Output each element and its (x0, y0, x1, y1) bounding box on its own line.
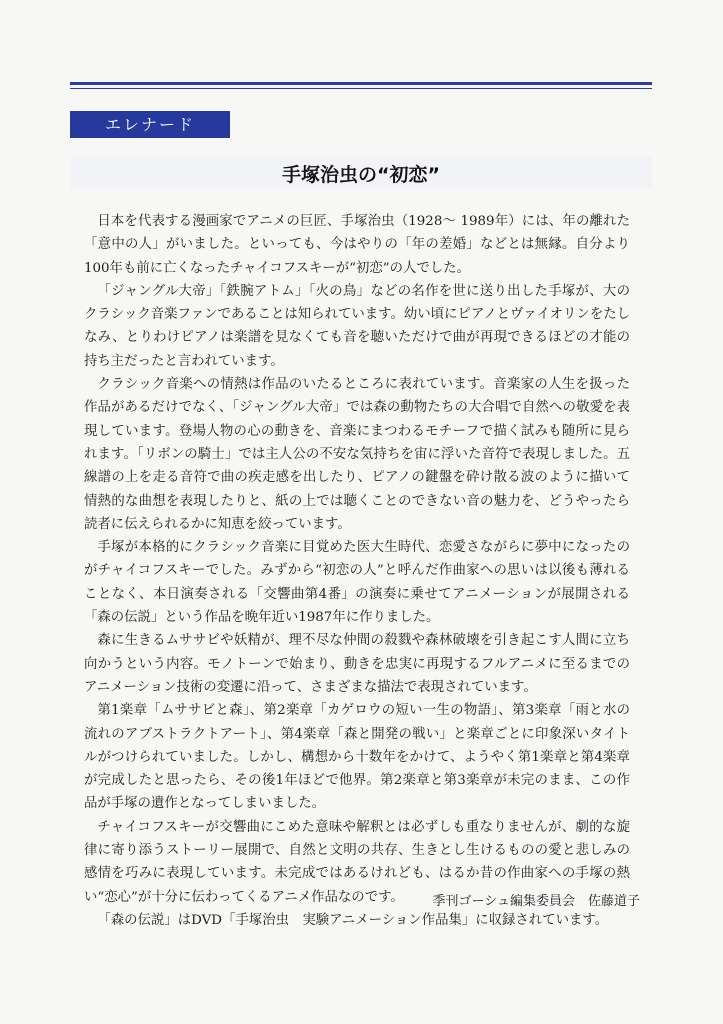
paragraph: 森に生きるムササビや妖精が、理不尽な仲間の殺戮や森林破壊を引き起こす人間に立ち向かうという内容。モノトーンで始まり、動きを忠実に再現するフルアニメに至るまでのアニメーション技術の変遷に沿って、さまざまな描法で表現されています。 (84, 633, 630, 695)
article-title: 手塚治虫の“初恋” (282, 164, 440, 186)
paragraph: チャイコフスキーが交響曲にこめた意味や解釈とは必ずしも重なりませんが、劇的な旋律に寄り添うストーリー展開で、自然と文明の共存、生きとし生けるものの愛と悲しみの感情を巧みに表現しています。未完成ではあるけれども、はるか昔の作曲家への手塚の熱い“恋心”が十分に伝わってくるアニメ作品なのです。 (84, 819, 630, 905)
header-rule-thick (70, 82, 652, 85)
section-label: エレナード (70, 111, 230, 138)
article-body (84, 210, 630, 932)
paragraph: 「ジャングル大帝」「鉄腕アトム」「火の鳥」などの名作を世に送り出した手塚が、大のクラシック音楽ファンであることは知られています。幼い頃にピアノとヴァイオリンをたしなみ、とりわけピアノは楽譜を見なくても音を聴いただけで曲が再現できるほどの才能の持ち主だったと言われています。 (84, 283, 630, 369)
paragraph: 日本を代表する漫画家でアニメの巨匠、手塚治虫（1928～ 1989年）には、年の離れた「意中の人」がいました。といっても、今はやりの「年の差婚」などとは無縁。自分より100年も前に亡くなったチャイコフスキーが“初恋”の人でした。 (84, 214, 630, 276)
paragraph: 第1楽章「ムササビと森」、第2楽章「カゲロウの短い一生の物語」、第3楽章「雨と水の流れのアブストラクトアート」、第4楽章「森と開発の戦い」と楽章ごとに印象深いタイトルがつけられていました。しかし、構想から十数年をかけて、ようやく第1楽章と第4楽章が完成したと思ったら、その後1年ほどで他界。第2楽章と第3楽章が未完のまま、この作品が手塚の遺作となってしまいました。 (84, 703, 630, 812)
paragraph: 「森の伝説」はDVD「手塚治虫 実験アニメーション作品集」に収録されています。 (97, 912, 609, 928)
author-credit: 季刊ゴーシュ編集委員会 佐藤道子 (432, 894, 640, 909)
paragraph: 手塚が本格的にクラシック音楽に目覚めた医大生時代、恋愛さながらに夢中になったのがチャイコフスキーでした。みずから“初恋の人”と呼んだ作曲家への思いは以後も薄れることなく、本日演奏される「交響曲第4番」の演奏に乗せてアニメーションが展開される「森の伝説」という作品を晩年近い1987年に作りました。 (84, 540, 630, 626)
paragraph: クラシック音楽への情熱は作品のいたるところに表れています。音楽家の人生を扱った作品があるだけでなく、「ジャングル大帝」では森の動物たちの大合唱で自然への敬愛を表現しています。登場人物の心の動きを、音楽にまつわるモチーフで描く試みも随所に見られます。「リボンの騎士」では主人公の不安な気持ちを宙に浮いた音符で表現しました。五線譜の上を走る音符で曲の疾走感を出したり、ピアノの鍵盤を砕け散る波のように描いて情熱的な曲想を表現したりと、紙の上では聴くことのできない音の魅力を、どうやったら読者に伝えられるかに知恵を絞っています。 (84, 377, 630, 532)
header-rule-thin (70, 88, 652, 89)
